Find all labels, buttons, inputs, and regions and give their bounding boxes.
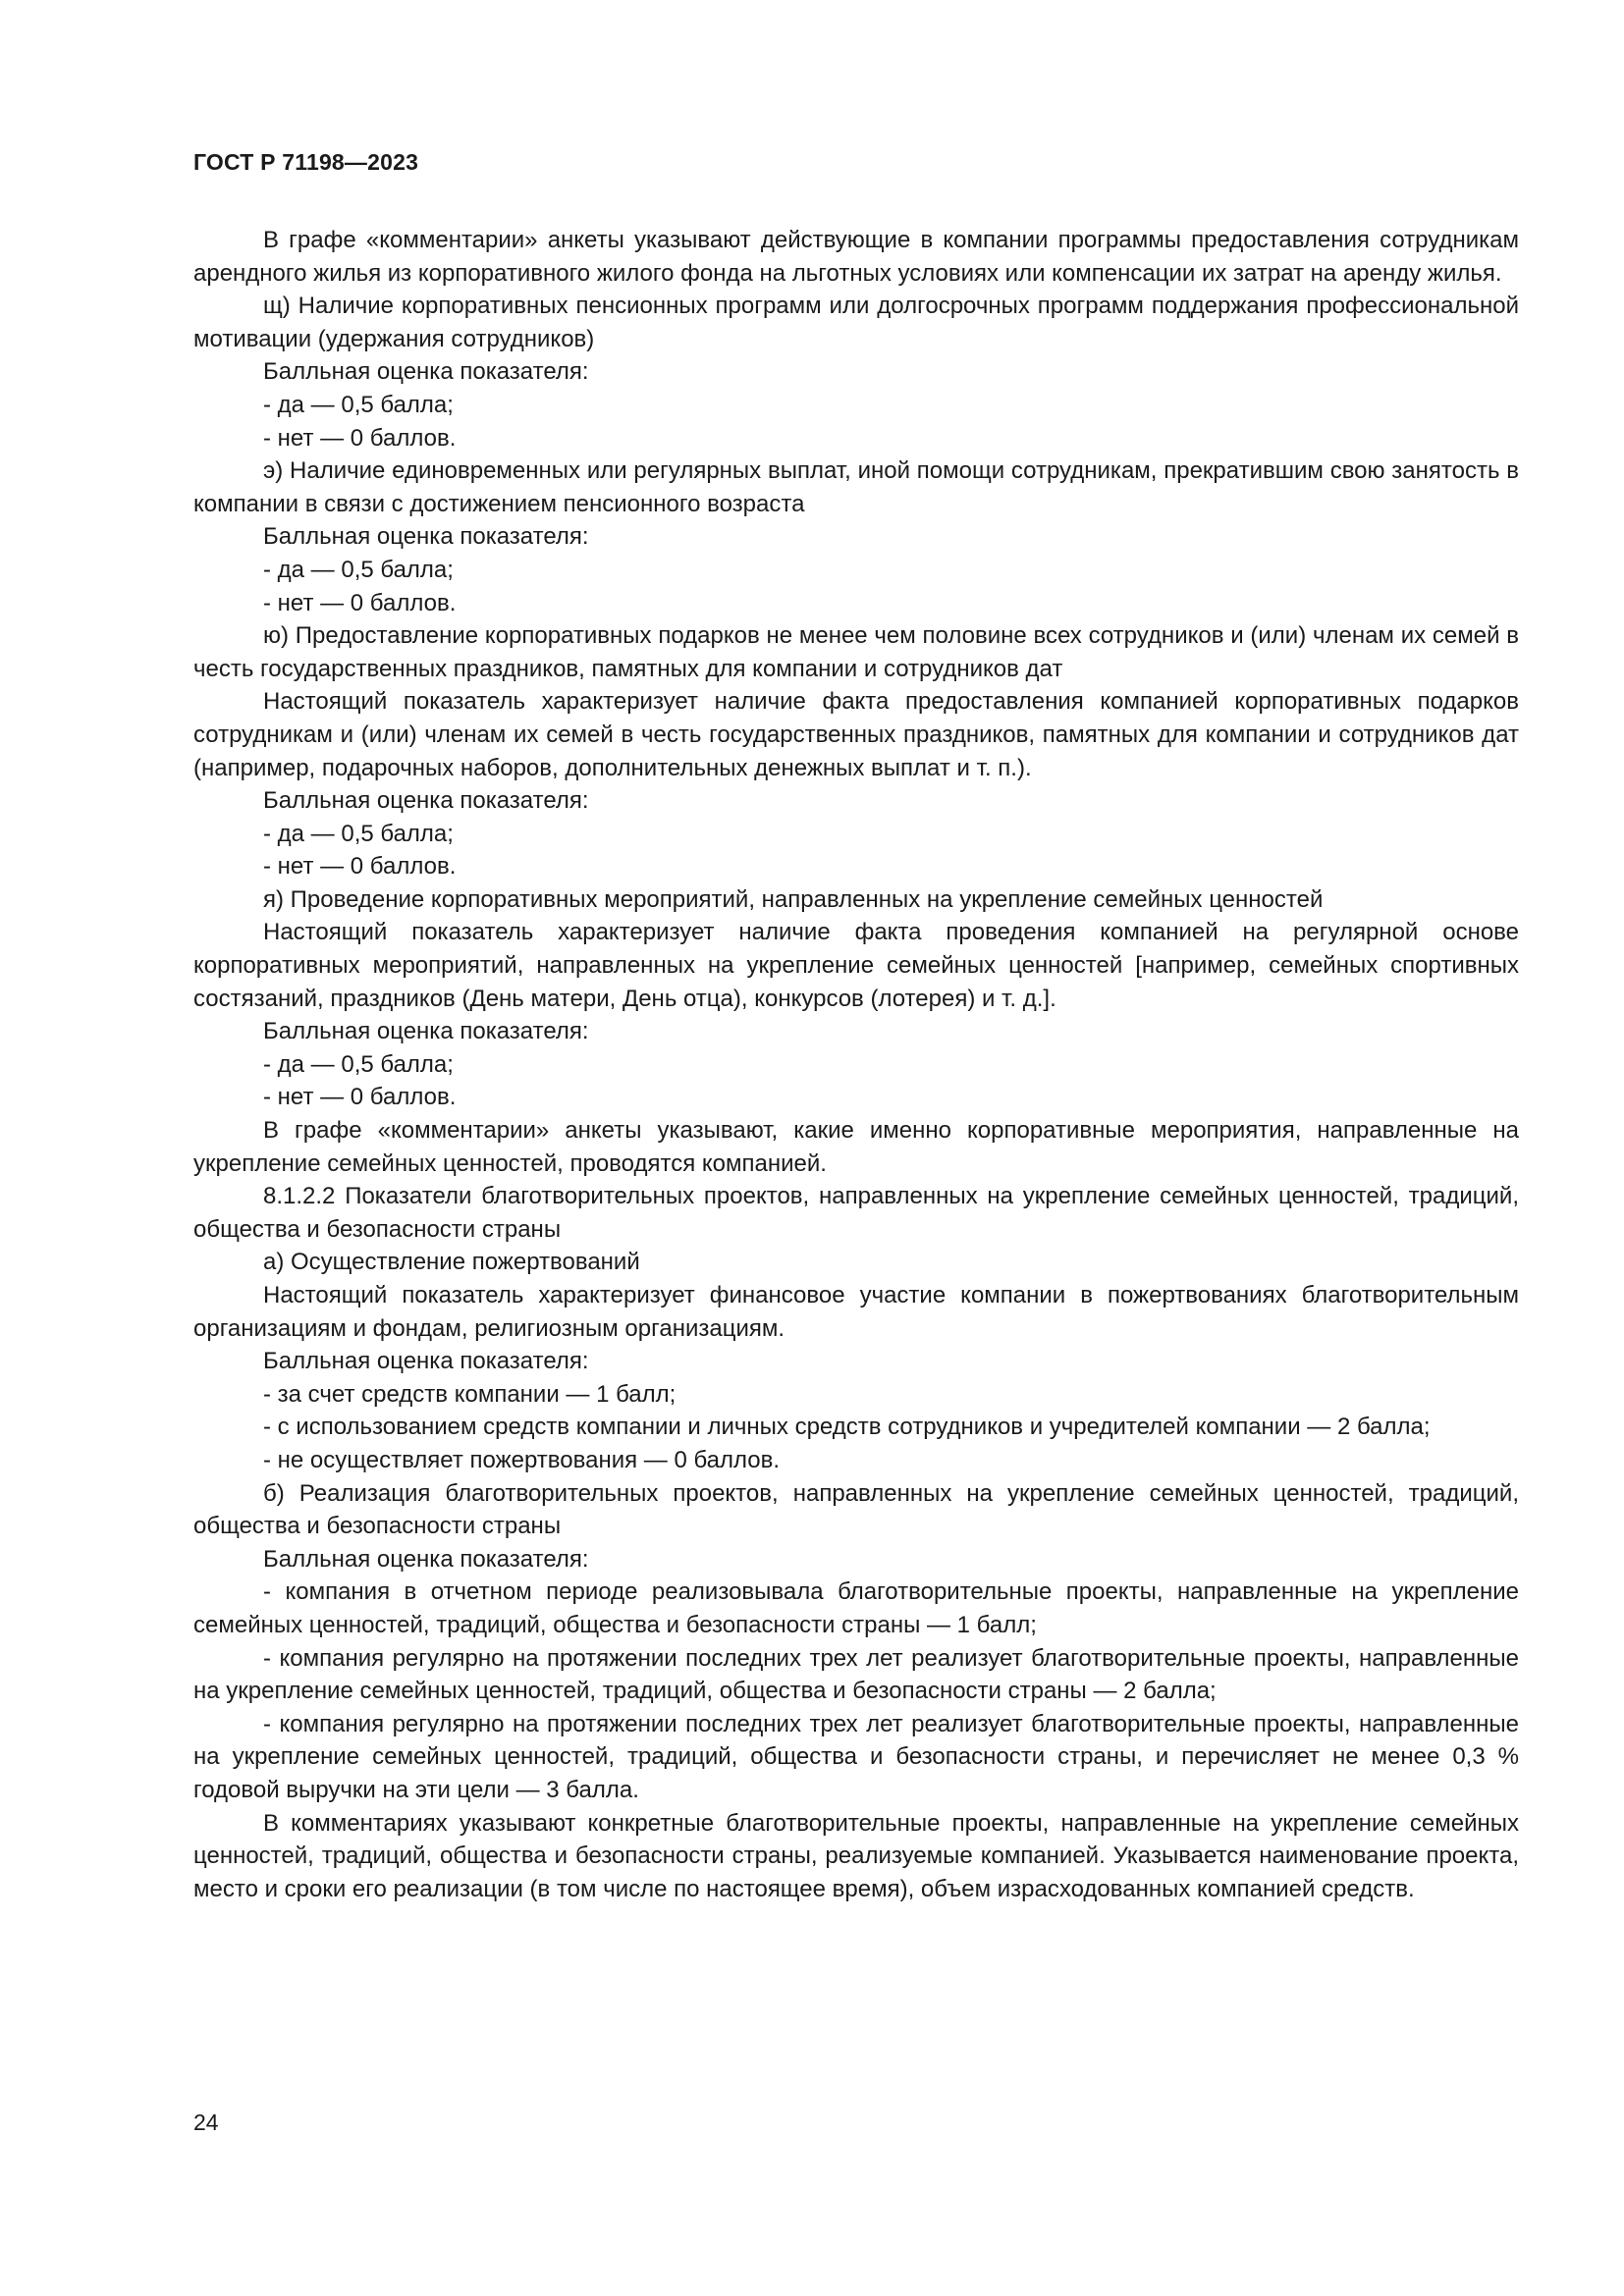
paragraph: Настоящий показатель характеризует наличие факта предоставления компанией корпоративных подарков сотрудникам и (или) членам их семей в честь государственных праздников, памятных для компании и сотрудников дат (например, подарочных наборов, дополнительных денежных выплат и т. п.). [193,688,1519,781]
paragraph: В графе «комментарии» анкеты указывают, какие именно корпоративные мероприятия, направленные на укрепление семейных ценностей, проводятся компанией. [193,1117,1519,1177]
list-item: - нет — 0 баллов. [263,589,457,616]
paragraph: б) Реализация благотворительных проектов, направленных на укрепление семейных ценностей, традиций, общества и безопасности страны [193,1479,1519,1540]
list-item: - нет — 0 баллов. [263,1084,457,1111]
document-header: ГОСТ Р 71198—2023 [193,149,419,175]
list-item: - компания в отчетном периоде реализовывала благотворительные проекты, направленные на укрепление семейных ценностей, традиций, общества и безопасности страны — 1 балл; [193,1578,1519,1638]
paragraph: Балльная оценка показателя: [263,358,589,386]
list-item: - нет — 0 баллов. [263,424,457,452]
list-item: - компания регулярно на протяжении последних трех лет реализует благотворительные проекты, направленные на укрепление семейных ценностей, традиций, общества и безопасности страны, и перечисляет не менее 0,3 % годовой выручки на эти цели — 3 балла. [193,1710,1519,1803]
paragraph: я) Проведение корпоративных мероприятий, направленных на укрепление семейных ценностей [263,885,1324,913]
paragraph: а) Осуществление пожертвований [263,1249,640,1276]
list-item: - за счет средств компании — 1 балл; [263,1380,677,1408]
list-item: - да — 0,5 балла; [263,820,454,847]
paragraph: Балльная оценка показателя: [263,1348,589,1375]
paragraph: В комментариях указывают конкретные благотворительные проекты, направленные на укрепление семейных ценностей, традиций, общества и безопасности страны, реализуемые компанией. Указывается наименование проекта, место и сроки его реализации (в том числе по настоящее время), объем израсходованных компанией средств. [193,1809,1519,1902]
list-item: - нет — 0 баллов. [263,853,457,881]
paragraph: Балльная оценка показателя: [263,1545,589,1573]
paragraph: Балльная оценка показателя: [263,787,589,815]
list-item: - да — 0,5 балла; [263,1050,454,1078]
list-item: - компания регулярно на протяжении последних трех лет реализует благотворительные проекты, направленные на укрепление семейных ценностей, традиций, общества и безопасности страны — 2 балла; [193,1644,1519,1705]
paragraph: Балльная оценка показателя: [263,1018,589,1045]
paragraph: щ) Наличие корпоративных пенсионных программ или долгосрочных программ поддержания профессиональной мотивации (удержания сотрудников) [193,293,1519,352]
paragraph: В графе «комментарии» анкеты указывают действующие в компании программы предоставления сотрудникам арендного жилья из корпоративного жилого фонда на льготных условиях или компенсации их затрат на аренду жилья. [193,227,1519,287]
list-item: - да — 0,5 балла; [263,556,454,583]
paragraph: э) Наличие единовременных или регулярных выплат, иной помощи сотрудникам, прекратившим свою занятость в компании в связи с достижением пенсионного возраста [193,457,1519,517]
paragraph: Балльная оценка показателя: [263,523,589,551]
list-item: - с использованием средств компании и личных средств сотрудников и учредителей компании — 2 балла; [263,1414,1431,1441]
document-body [193,224,1519,1905]
section-heading: 8.1.2.2 Показатели благотворительных проектов, направленных на укрепление семейных ценностей, традиций, общества и безопасности страны [193,1183,1519,1243]
paragraph: ю) Предоставление корпоративных подарков не менее чем половине всех сотрудников и (или) членам их семей в честь государственных праздников, памятных для компании и сотрудников дат [193,622,1519,682]
page-number: 24 [193,2109,219,2135]
list-item: - не осуществляет пожертвования — 0 баллов. [263,1446,781,1473]
list-item: - да — 0,5 балла; [263,391,454,418]
paragraph: Настоящий показатель характеризует финансовое участие компании в пожертвованиях благотворительным организациям и фондам, религиозным организациям. [193,1282,1519,1342]
paragraph: Настоящий показатель характеризует наличие факта проведения компанией на регулярной основе корпоративных мероприятий, направленных на укрепление семейных ценностей [например, семейных спортивных состязаний, праздников (День матери, День отца), конкурсов (лотерея) и т. д.]. [193,919,1519,1012]
